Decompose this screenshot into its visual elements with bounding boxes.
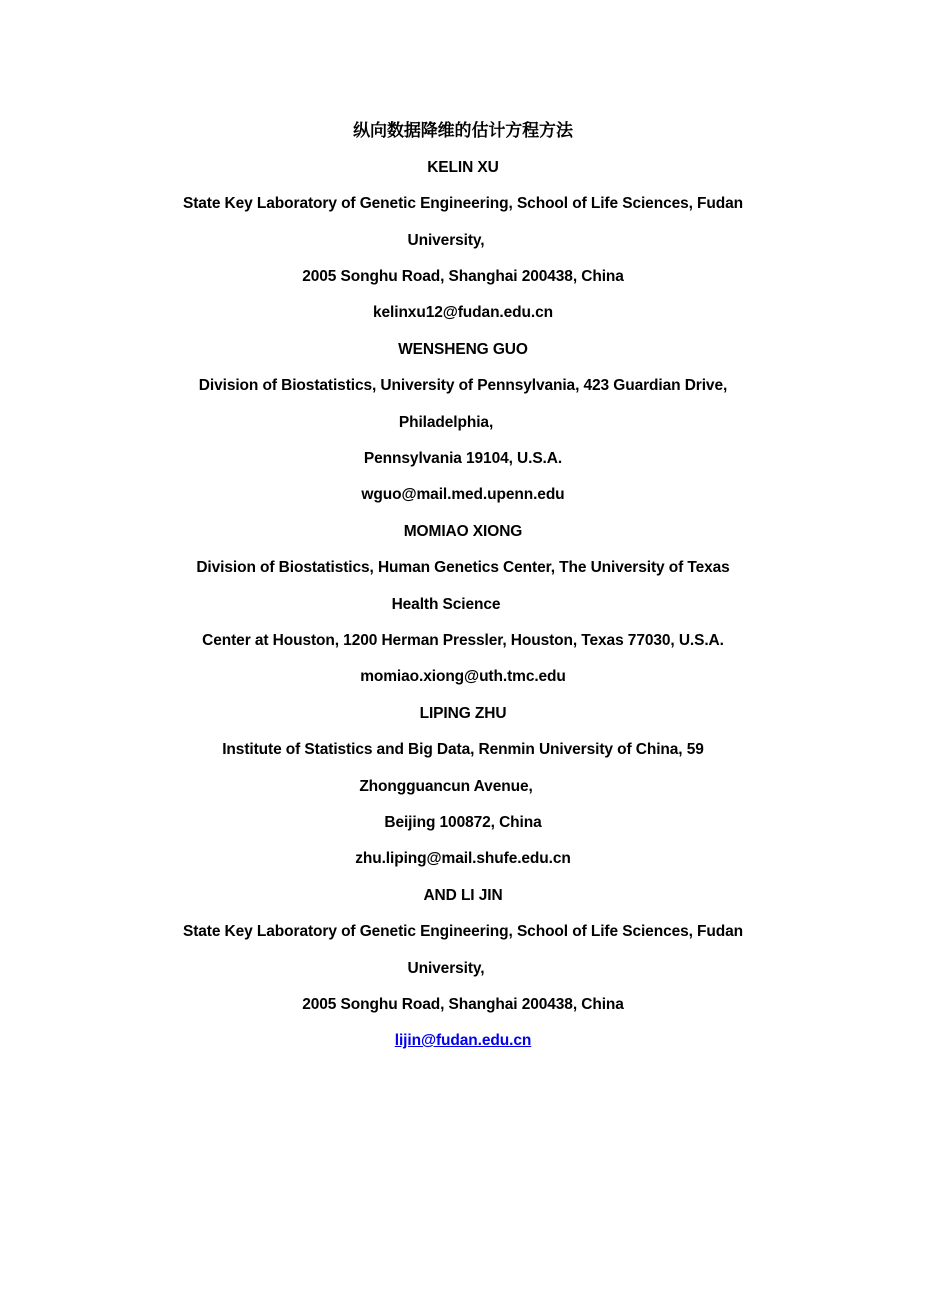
author-email: wguo@mail.med.upenn.edu bbox=[361, 486, 565, 503]
author-address: 2005 Songhu Road, Shanghai 200438, China bbox=[302, 996, 624, 1013]
author-address: Beijing 100872, China bbox=[384, 814, 542, 831]
author-affiliation: Institute of Statistics and Big Data, Renmin University of China, 59 bbox=[222, 741, 704, 758]
author-address: 2005 Songhu Road, Shanghai 200438, China bbox=[302, 268, 624, 285]
author-affiliation: University, bbox=[407, 960, 485, 977]
author-name: MOMIAO XIONG bbox=[403, 523, 523, 540]
author-name: KELIN XU bbox=[427, 159, 499, 176]
author-email: kelinxu12@fudan.edu.cn bbox=[372, 304, 553, 321]
author-affiliation: State Key Laboratory of Genetic Engineering, School of Life Sciences, Fudan bbox=[182, 923, 744, 940]
author-address: Center at Houston, 1200 Herman Pressler, Houston, Texas 77030, U.S.A. bbox=[202, 632, 724, 649]
author-affiliation: Zhongguancun Avenue, bbox=[359, 778, 533, 795]
author-affiliation: Division of Biostatistics, Human Genetics Center, The University of Texas bbox=[196, 559, 730, 576]
author-name: AND LI JIN bbox=[423, 887, 503, 904]
author-name: LIPING ZHU bbox=[419, 705, 507, 722]
author-affiliation: Division of Biostatistics, University of Pennsylvania, 423 Guardian Drive, bbox=[198, 377, 728, 394]
paper-title: 纵向数据降维的估计方程方法 bbox=[353, 121, 573, 141]
author-email-link[interactable]: lijin@fudan.edu.cn bbox=[394, 1032, 532, 1049]
author-name: WENSHENG GUO bbox=[398, 341, 528, 358]
author-address: Pennsylvania 19104, U.S.A. bbox=[363, 450, 563, 467]
author-affiliation: State Key Laboratory of Genetic Engineering, School of Life Sciences, Fudan bbox=[182, 195, 744, 212]
author-email: zhu.liping@mail.shufe.edu.cn bbox=[355, 850, 571, 867]
author-affiliation: Philadelphia, bbox=[398, 414, 494, 431]
author-affiliation: Health Science bbox=[391, 596, 501, 613]
author-email: momiao.xiong@uth.tmc.edu bbox=[360, 668, 566, 685]
author-affiliation: University, bbox=[407, 232, 485, 249]
